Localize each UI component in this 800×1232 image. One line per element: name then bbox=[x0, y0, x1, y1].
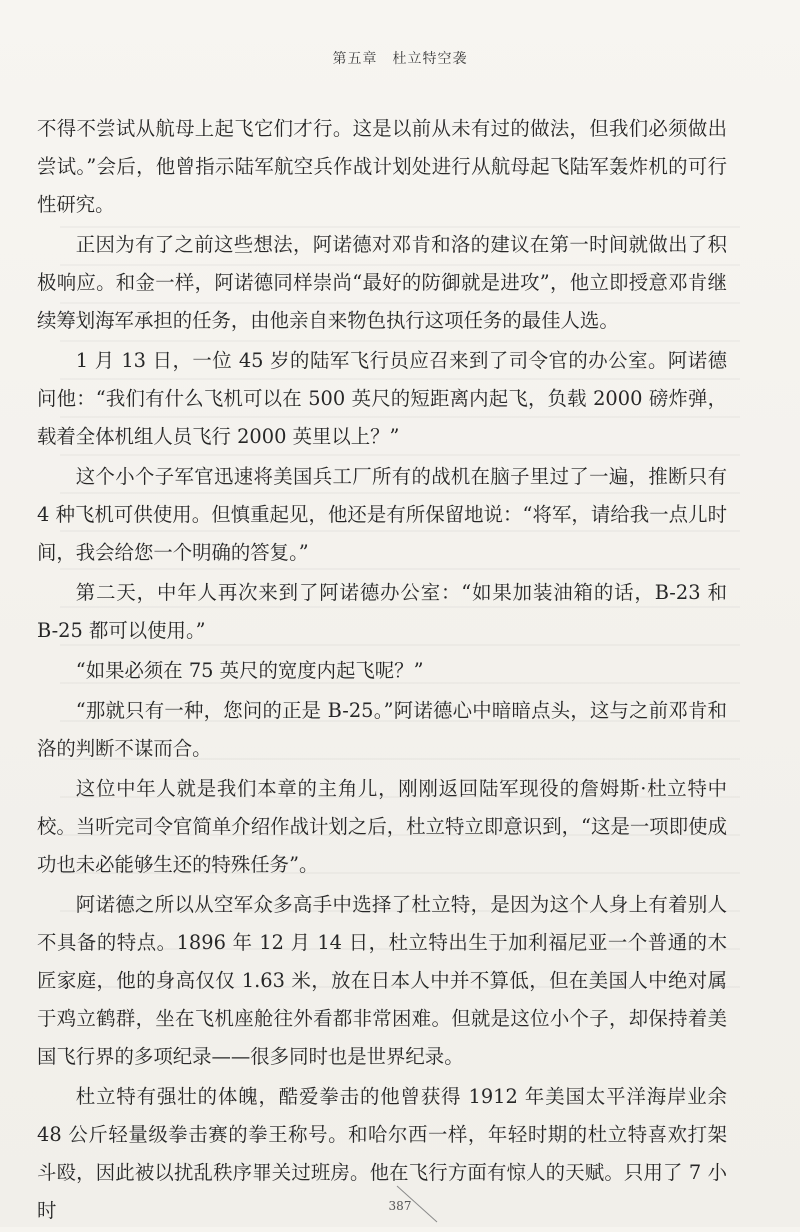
paragraph-7: “那就只有一种，您问的正是 B-25。”阿诺德心中暗暗点头，这与之前邓肯和洛的判断不谋而合。 bbox=[37, 699, 727, 760]
body-text bbox=[37, 110, 727, 1232]
paragraph-3: 1 月 13 日，一位 45 岁的陆军飞行员应召来到了司令官的办公室。阿诺德问他：“我们有什么飞机可以在 500 英尺的短距离内起飞，负载 2000 磅炸弹，载着全体机组人员飞行 2000 英里以上？” bbox=[37, 349, 727, 448]
paragraph-5: 第二天，中年人再次来到了阿诺德办公室：“如果加装油箱的话，B-23 和 B-25 都可以使用。” bbox=[37, 581, 727, 642]
paragraph-2: 正因为有了之前这些想法，阿诺德对邓肯和洛的建议在第一时间就做出了积极响应。和金一样，阿诺德同样崇尚“最好的防御就是进攻”，他立即授意邓肯继续筹划海军承担的任务，由他亲自来物色执行这项任务的最佳人选。 bbox=[37, 233, 727, 332]
page-number: 387 bbox=[388, 1199, 412, 1213]
running-header: 第五章 杜立特空袭 bbox=[332, 51, 468, 67]
paragraph-1: 不得不尝试从航母上起飞它们才行。这是以前从未有过的做法，但我们必须做出尝试。”会后，他曾指示陆军航空兵作战计划处进行从航母起飞陆军轰炸机的可行性研究。 bbox=[37, 117, 727, 216]
paragraph-4: 这个小个子军官迅速将美国兵工厂所有的战机在脑子里过了一遍，推断只有 4 种飞机可供使用。但慎重起见，他还是有所保留地说：“将军，请给我一点儿时间，我会给您一个明确的答复。” bbox=[37, 465, 727, 564]
paragraph-8: 这位中年人就是我们本章的主角儿，刚刚返回陆军现役的詹姆斯·杜立特中校。当听完司令官简单介绍作战计划之后，杜立特立即意识到，“这是一项即使成功也未必能够生还的特殊任务”。 bbox=[37, 777, 727, 876]
paragraph-9: 阿诺德之所以从空军众多高手中选择了杜立特，是因为这个人身上有着别人不具备的特点。1896 年 12 月 14 日，杜立特出生于加利福尼亚一个普通的木匠家庭，他的身高仅仅 1.63 米，放在日本人中并不算低，但在美国人中绝对属于鸡立鹤群，坐在飞机座舱往外看都非常困难。但就是这位小个子，却保持着美国飞行界的多项纪录——很多同时也是世界纪录。 bbox=[37, 893, 727, 1068]
paragraph-10: 杜立特有强壮的体魄，酷爱拳击的他曾获得 1912 年美国太平洋海岸业余 48 公斤轻量级拳击赛的拳王称号。和哈尔西一样，年轻时期的杜立特喜欢打架斗殴，因此被以扰乱秩序罪关过班房。他在飞行方面有惊人的天赋。只用了 7 小时 bbox=[37, 1085, 727, 1222]
paragraph-6: “如果必须在 75 英尺的宽度内起飞呢？” bbox=[75, 659, 424, 682]
